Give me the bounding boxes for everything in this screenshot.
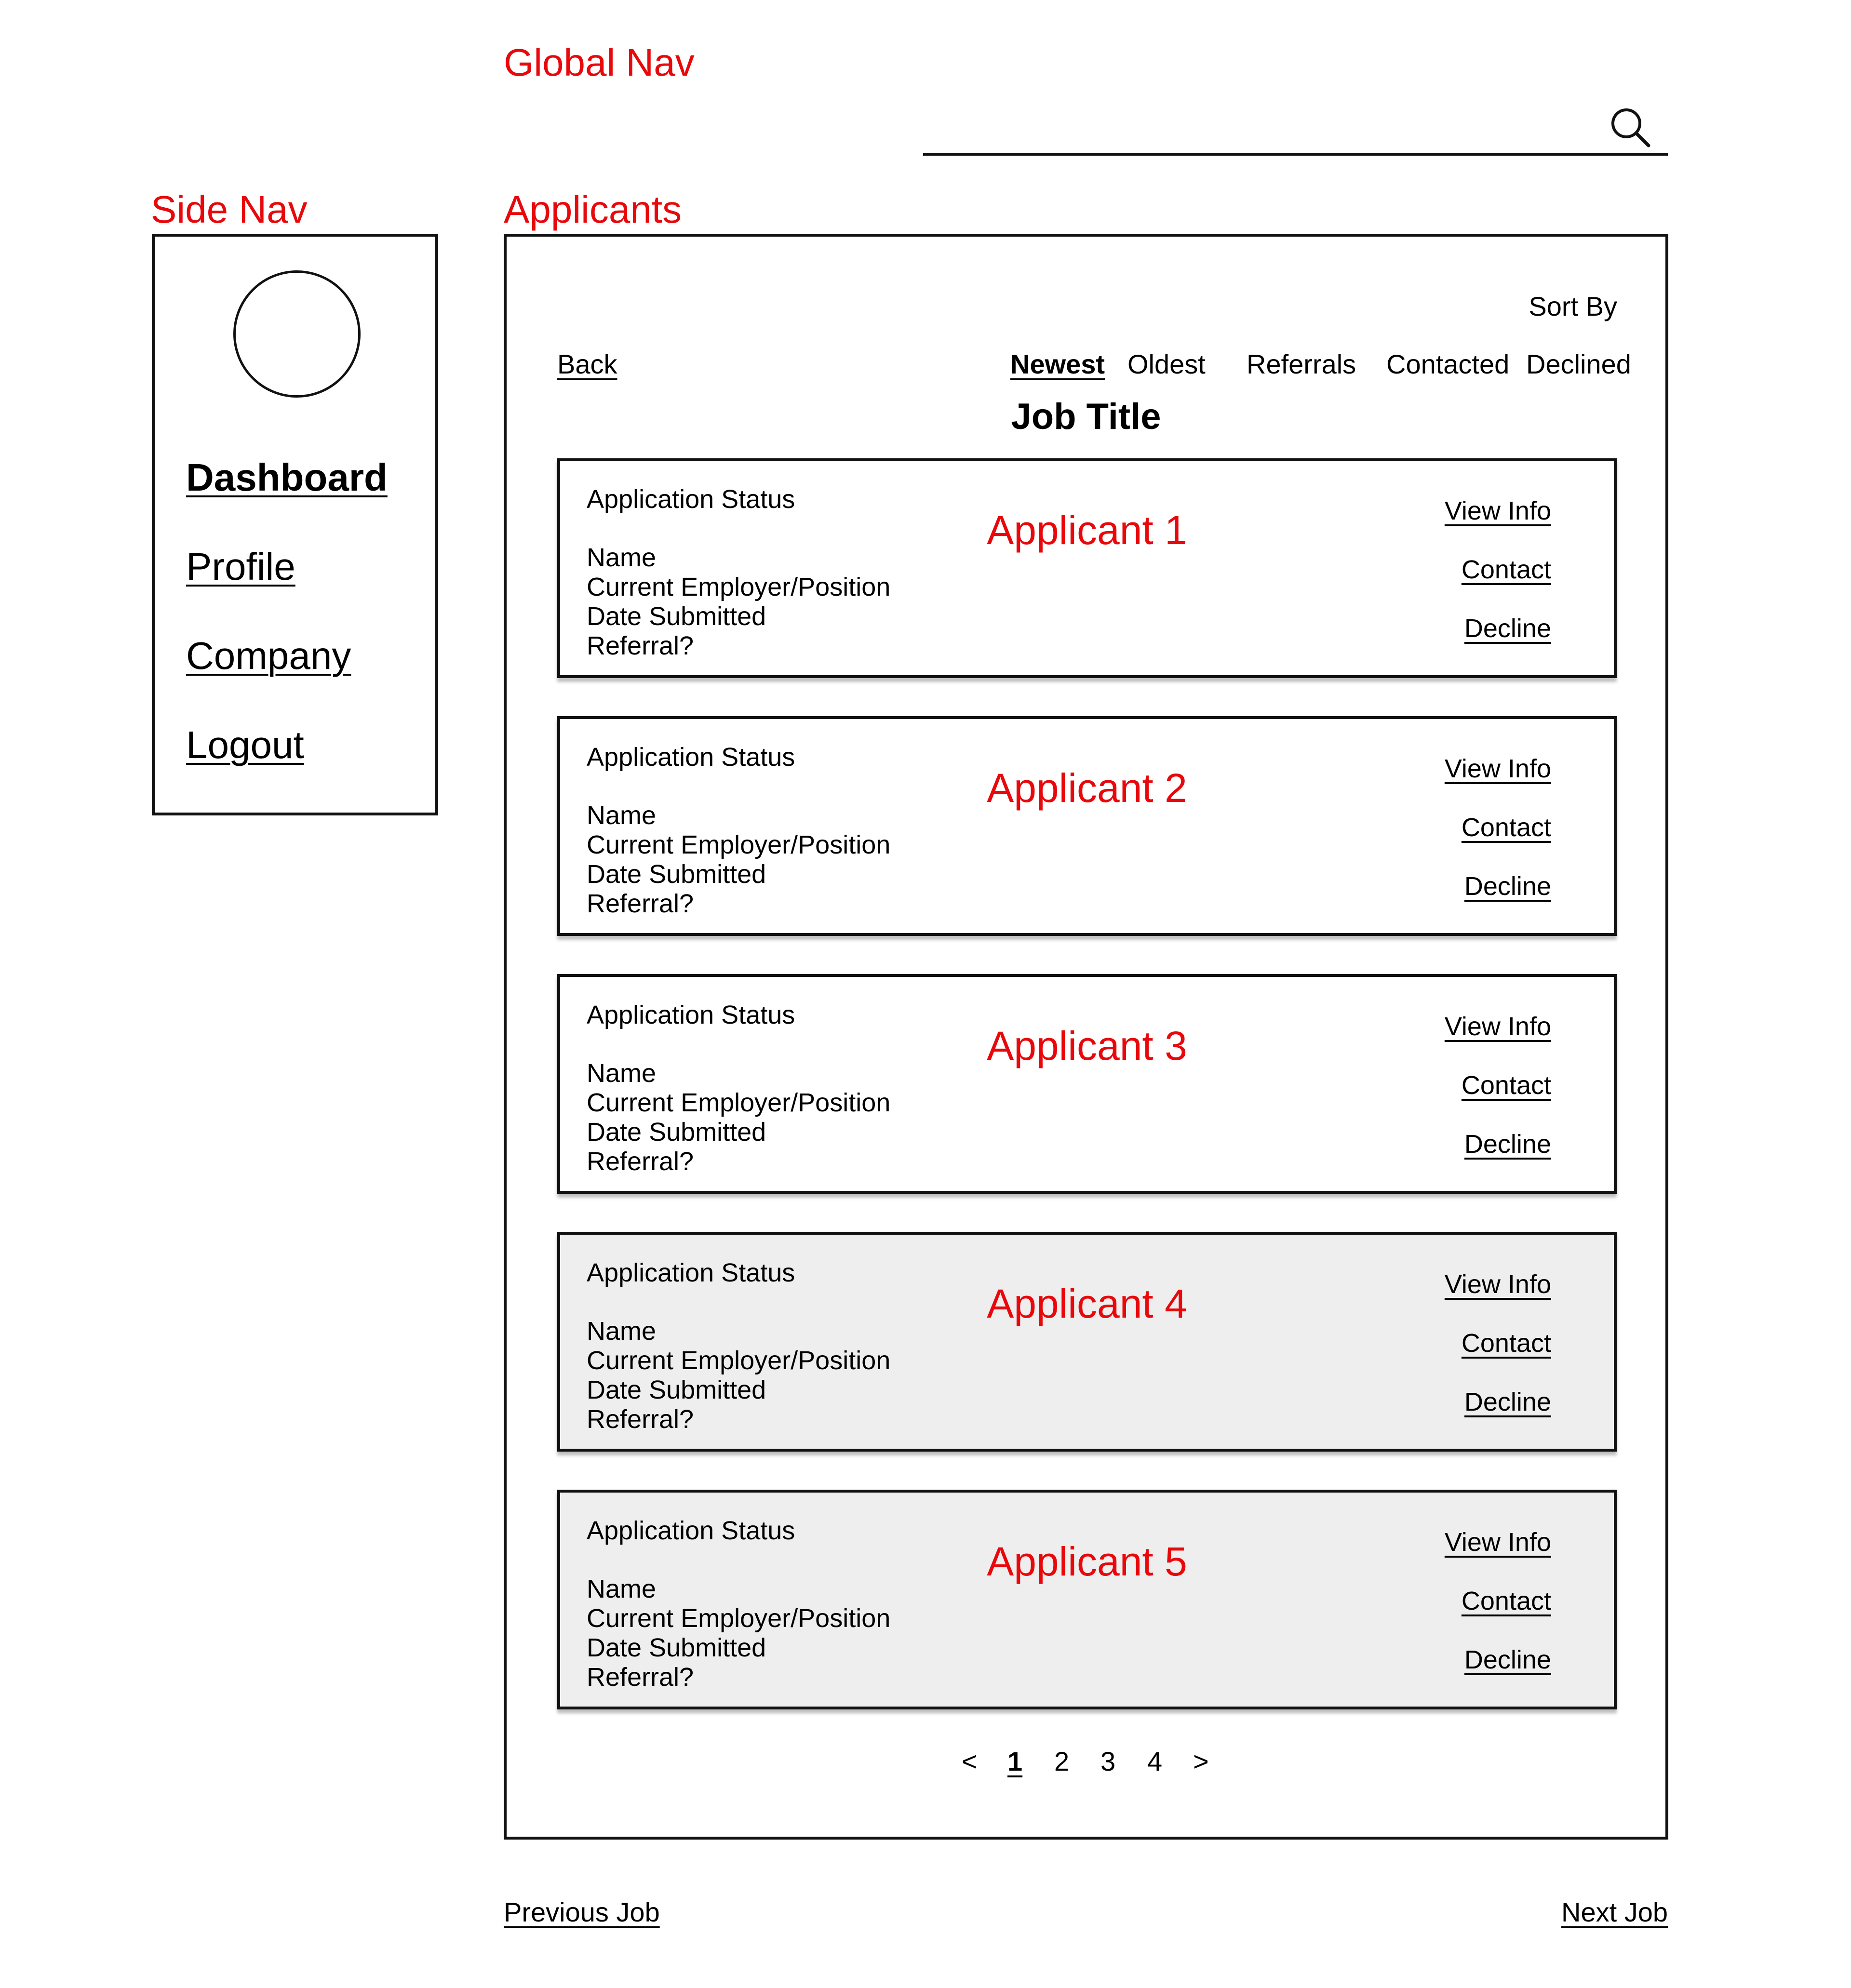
field-referral: Referral? [587, 631, 694, 660]
field-name: Name [587, 801, 657, 830]
applicants-panel [504, 234, 1668, 1840]
applicant-card [557, 974, 1617, 1194]
decline-link[interactable]: Decline [1464, 872, 1551, 901]
pagination-next[interactable]: > [1193, 1746, 1209, 1776]
pagination-prev[interactable]: < [962, 1746, 978, 1776]
field-referral: Referral? [587, 889, 694, 918]
field-referral: Referral? [587, 1405, 694, 1434]
field-referral: Referral? [587, 1663, 694, 1692]
contact-link[interactable]: Contact [1461, 555, 1551, 584]
field-name: Name [587, 1059, 657, 1088]
applicant-title: Applicant 2 [987, 765, 1187, 811]
applicant-title: Applicant 1 [987, 507, 1187, 553]
applicant-card [557, 1490, 1617, 1709]
sidenav-item-dashboard[interactable]: Dashboard [186, 456, 388, 499]
side-nav-annotation: Side Nav [151, 188, 308, 231]
pagination-page-1[interactable]: 1 [1007, 1746, 1023, 1776]
applicant-details [587, 801, 890, 919]
application-status: Application Status [587, 1258, 795, 1287]
applicant-details [587, 1574, 890, 1692]
application-status: Application Status [587, 743, 795, 772]
avatar[interactable] [233, 270, 361, 398]
pagination-page-4[interactable]: 4 [1147, 1746, 1163, 1776]
field-name: Name [587, 543, 657, 572]
sidenav-item-logout[interactable]: Logout [186, 723, 304, 766]
next-job-link[interactable]: Next Job [1561, 1897, 1668, 1927]
applicant-details [587, 1059, 890, 1176]
global-nav-annotation: Global Nav [504, 41, 695, 84]
field-name: Name [587, 1317, 657, 1346]
field-date-submitted: Date Submitted [587, 1118, 766, 1147]
applicants-annotation: Applicants [504, 188, 682, 231]
sort-option-oldest[interactable]: Oldest [1127, 349, 1206, 379]
applicant-details [587, 1317, 890, 1434]
sidenav-item-profile[interactable]: Profile [186, 545, 295, 588]
contact-link[interactable]: Contact [1461, 1587, 1551, 1615]
field-employer: Current Employer/Position [587, 1346, 891, 1375]
applicant-details [587, 543, 890, 661]
contact-link[interactable]: Contact [1461, 1329, 1551, 1358]
contact-link[interactable]: Contact [1461, 813, 1551, 842]
field-date-submitted: Date Submitted [587, 1633, 766, 1662]
applicant-card [557, 458, 1617, 678]
pagination-page-3[interactable]: 3 [1100, 1746, 1116, 1776]
pagination-page-2[interactable]: 2 [1054, 1746, 1070, 1776]
contact-link[interactable]: Contact [1461, 1071, 1551, 1100]
field-date-submitted: Date Submitted [587, 602, 766, 631]
job-title: Job Title [1011, 396, 1161, 437]
application-status: Application Status [587, 1001, 795, 1029]
sort-option-newest[interactable]: Newest [1010, 349, 1105, 379]
view-info-link[interactable]: View Info [1444, 496, 1551, 525]
field-employer: Current Employer/Position [587, 1604, 891, 1633]
field-date-submitted: Date Submitted [587, 860, 766, 889]
sort-option-declined[interactable]: Declined [1526, 349, 1631, 379]
application-status: Application Status [587, 1516, 795, 1545]
view-info-link[interactable]: View Info [1444, 1270, 1551, 1299]
field-date-submitted: Date Submitted [587, 1375, 766, 1404]
view-info-link[interactable]: View Info [1444, 754, 1551, 783]
view-info-link[interactable]: View Info [1444, 1012, 1551, 1041]
search-icon[interactable] [1609, 106, 1652, 149]
applicant-title: Applicant 4 [987, 1281, 1187, 1326]
applicant-title: Applicant 3 [987, 1023, 1187, 1068]
field-employer: Current Employer/Position [587, 1088, 891, 1117]
decline-link[interactable]: Decline [1464, 614, 1551, 643]
decline-link[interactable]: Decline [1464, 1130, 1551, 1159]
field-employer: Current Employer/Position [587, 830, 891, 859]
field-referral: Referral? [587, 1147, 694, 1176]
applicant-card [557, 1232, 1617, 1452]
search-input[interactable] [923, 153, 1668, 156]
back-link[interactable]: Back [557, 349, 617, 379]
previous-job-link[interactable]: Previous Job [504, 1897, 660, 1927]
sidenav-item-company[interactable]: Company [186, 634, 351, 677]
decline-link[interactable]: Decline [1464, 1645, 1551, 1674]
side-nav [152, 234, 438, 815]
field-employer: Current Employer/Position [587, 573, 891, 601]
sort-option-contacted[interactable]: Contacted [1386, 349, 1510, 379]
application-status: Application Status [587, 485, 795, 514]
applicant-card [557, 716, 1617, 936]
sort-option-referrals[interactable]: Referrals [1247, 349, 1356, 379]
view-info-link[interactable]: View Info [1444, 1528, 1551, 1557]
decline-link[interactable]: Decline [1464, 1388, 1551, 1416]
field-name: Name [587, 1574, 657, 1603]
applicant-title: Applicant 5 [987, 1539, 1187, 1584]
sort-by-label: Sort By [1529, 291, 1617, 321]
